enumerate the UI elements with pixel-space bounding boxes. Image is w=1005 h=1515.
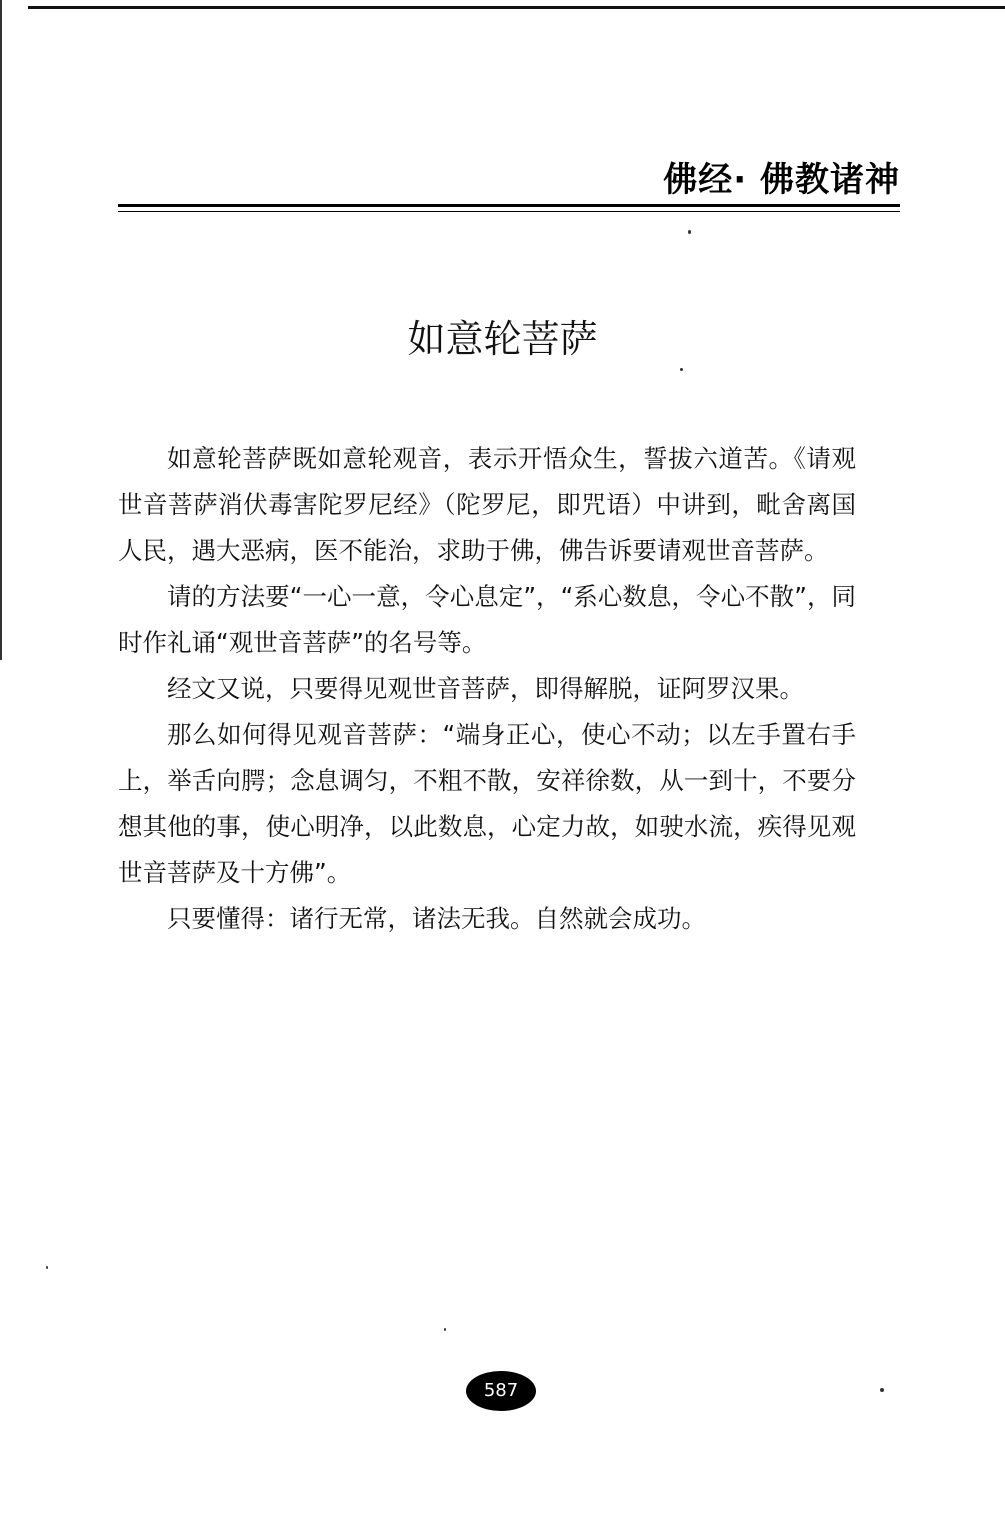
paragraph: 那么如何得见观音菩萨：“端身正心，使心不动；以左手置右手上，举舌向腭；念息调匀，不粗不散，安祥徐数，从一到十，不要分想其他的事，使心明净，以此数息，心定力故，如驶水流，疾得见观世音菩萨及十方佛”。 — [118, 720, 856, 887]
paragraph: 如意轮菩萨既如意轮观音，表示开悟众生，誓拔六道苦。《请观世音菩萨消伏毒害陀罗尼经》（陀罗尼，即咒语）中讲到，毗舍离国人民，遇大恶病，医不能治，求助于佛，佛告诉要请观世音菩萨。 — [118, 444, 856, 565]
scan-speck — [680, 368, 683, 371]
article-body — [118, 436, 856, 942]
header-rule-thick — [118, 204, 900, 207]
scan-speck — [880, 1388, 884, 1392]
scan-speck — [688, 230, 691, 234]
article-title: 如意轮菩萨 — [407, 317, 598, 361]
header-rule-thin — [118, 211, 900, 212]
page-number-badge: 587 — [466, 1371, 536, 1411]
scan-speck — [444, 1328, 446, 1331]
running-header: 佛经· 佛教诸神 — [663, 160, 900, 200]
paragraph: 只要懂得：诸行无常，诸法无我。自然就会成功。 — [167, 904, 706, 933]
paragraph: 经文又说，只要得见观世音菩萨，即得解脱，证阿罗汉果。 — [167, 674, 804, 703]
scan-speck — [46, 1266, 48, 1269]
paragraph: 请的方法要“一心一意，令心息定”，“系心数息，令心不散”，同时作礼诵“观世音菩萨”的名号等。 — [118, 582, 856, 657]
top-border-rule — [28, 6, 1005, 9]
